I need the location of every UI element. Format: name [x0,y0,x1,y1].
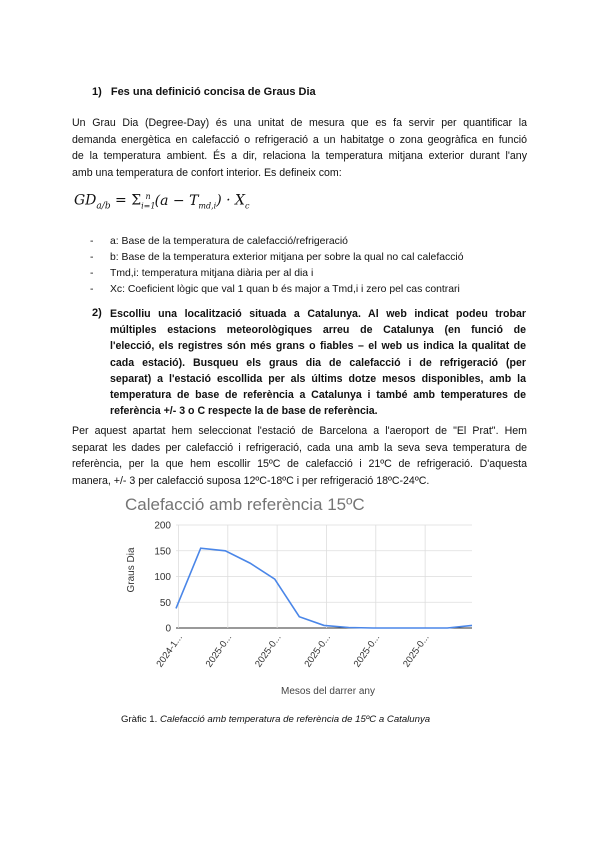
paragraph-line: de la temperatura ambient. És a dir, relaciona la temperatura mitjana exterior durant l'any [72,150,527,162]
list-item: - b: Base de la temperatura exterior mitjana per sobre la qual no cal calefacció [90,250,463,266]
paragraph-line: separat les dades per calefacció i refrigeració, cada una amb la seva seva temperatura de [72,441,527,454]
paragraph-line: demanda energètica en calefacció o refrigeració a un habitatge o zona geogràfica en funció [72,133,527,146]
section-2-question [110,306,526,419]
x-tick-label: 2025-0... [401,632,432,670]
question-line: múltiples estacions meteorològiques arreu de Catalunya (en funció de [110,324,526,337]
y-axis-label: Graus Dia [126,547,137,593]
x-tick-label: 2025-0... [203,632,235,670]
section-1-heading [92,86,316,98]
section-1-title: Fes una definició concisa de Graus Dia [110,86,316,98]
formula-x-sub: c [245,201,250,211]
list-item: - Tmd,i: temperatura mitjana diària per al dia i [90,266,463,282]
x-tick-label: 2025-0... [253,632,284,670]
formula-body: (a − T [154,192,199,209]
question-line: temperatura de base de referència a Catalunya i també amb temperatures de [110,389,526,402]
x-tick-label: 2024-1... [154,632,185,670]
y-axis-ticks [154,521,171,635]
formula-sum-sup: n [145,192,151,201]
question-line: cada estació). Busqueu els graus dia de calefacció i de refrigeració (per [110,356,526,369]
formula-sum-sub: i=1 [141,201,156,211]
paragraph-line: amb una temperatura de confort interior. Es defineix com: [72,166,342,179]
y-tick-label: 0 [165,623,171,635]
figure-caption [121,714,430,725]
section-1-number: 1) [92,86,102,98]
x-tick-label: 2025-0... [351,632,383,670]
formula-end: ) · X [216,192,246,209]
x-axis-label: Mesos del darrer any [281,686,375,697]
question-line: l'elecció, els registres són més grans o fiables – el web us indica la qualitat de [110,340,526,353]
chart-title: Calefacció amb referència 15ºC [125,495,365,514]
degree-day-formula [74,192,250,211]
y-tick-label: 200 [154,520,171,532]
list-item: - a: Base de la temperatura de calefacció/refrigeració [90,234,463,250]
paragraph-line: referència, per la que hem escollir 15ºC de calefacció i 21ºC de refrigeració. D'aquesta [72,458,527,470]
caption-text: Calefacció amb temperatura de referència de 15ºC a Catalunya [159,714,431,725]
question-line: referència +/- 3 o C respecte la de base de referència. [110,405,378,418]
formula-sub: a/b [96,201,111,212]
y-tick-label: 100 [154,572,171,583]
x-axis-ticks [154,632,431,669]
section-2-number: 2) [92,307,102,319]
x-tick-label: 2025-0... [302,632,333,670]
formula-t-sub: md,i [198,201,217,211]
definition-paragraph [72,115,527,181]
heating-degree-days-chart [110,488,480,703]
series-line [176,548,472,628]
caption-prefix: Gràfic 1. [121,714,158,725]
y-tick-label: 150 [154,546,171,558]
formula-sum: = Σ [110,192,142,209]
answer-paragraph [72,423,527,489]
list-item: - Xc: Coeficient lògic que val 1 quan b és major a Tmd,i i zero pel cas contrari [90,282,463,298]
paragraph-line: Un Grau Dia (Degree-Day) és una unitat de mesura que es fa servir per quantificar la [72,117,527,129]
chart-grid [176,525,472,628]
question-line: Escolliu una localització situada a Catalunya. Al web indicat podeu trobar [110,308,526,320]
variable-list [90,234,463,298]
y-tick-label: 50 [159,597,171,609]
paragraph-line: manera, +/- 3 per calefacció suposa 12ºC-18ºC i per refrigeració 18ºC-24ºC. [72,474,430,487]
formula-gd: GD [74,192,97,209]
question-line: separat) a l'estació escollida per als últims dotze mesos disponibles, amb la [110,372,526,385]
paragraph-line: Per aquest apartat hem seleccionat l'estació de Barcelona a l'aeroport de "El Prat". Hem [72,425,527,437]
